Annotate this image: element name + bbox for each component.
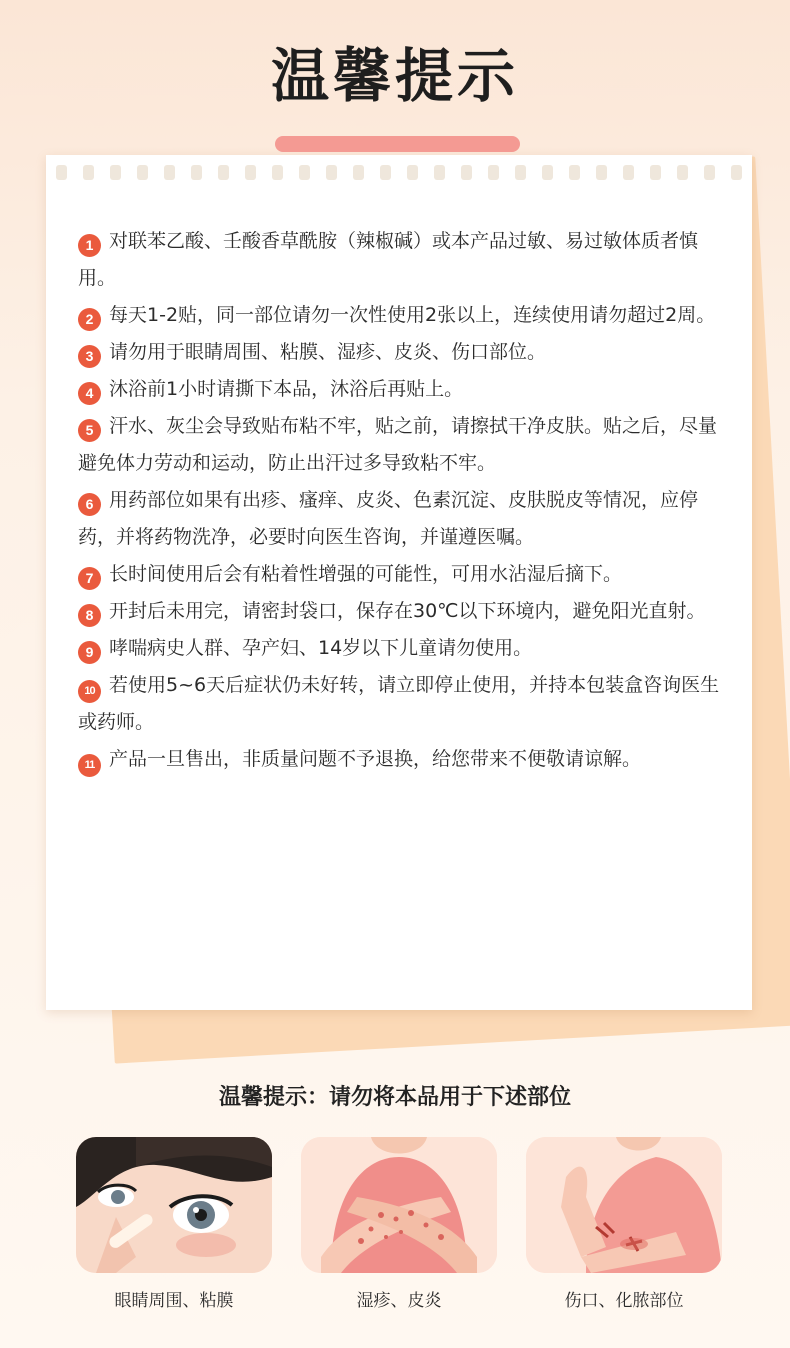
- tip-text: 用药部位如果有出疹、瘙痒、皮炎、色素沉淀、皮肤脱皮等情况，应停药，并将药物洗净，必要时向医生咨询，并谨遵医嘱。: [78, 489, 699, 548]
- warning-title: 温馨提示：请勿将本品用于下述部位: [218, 1085, 571, 1110]
- binding-hole: [110, 165, 121, 180]
- warning-cards: [76, 1137, 722, 1277]
- binding-hole: [353, 165, 364, 180]
- tip-item: [78, 667, 728, 741]
- binding-hole: [569, 165, 580, 180]
- tip-item: [78, 223, 728, 297]
- tip-number-badge: 10: [78, 680, 101, 703]
- binding-hole: [299, 165, 310, 180]
- tip-text: 开封后未用完，请密封袋口，保存在30℃以下环境内，避免阳光直射。: [109, 600, 706, 622]
- tips-list: [78, 223, 728, 778]
- binding-hole: [272, 165, 283, 180]
- tip-number-badge: 3: [78, 345, 101, 368]
- binding-hole: [677, 165, 688, 180]
- tips-card: [46, 155, 752, 1010]
- tip-text: 汗水、灰尘会导致贴布粘不牢，贴之前，请擦拭干净皮肤。贴之后，尽量避免体力劳动和运动，防止出汗过多导致粘不牢。: [78, 415, 718, 474]
- tip-item: [78, 297, 728, 334]
- tip-number-badge: 7: [78, 567, 101, 590]
- tip-item: [78, 482, 728, 556]
- binding-hole: [434, 165, 445, 180]
- binding-hole: [56, 165, 67, 180]
- tip-text: 哮喘病史人群、孕产妇、14岁以下儿童请勿使用。: [109, 637, 533, 659]
- tip-item: [78, 593, 728, 630]
- eczema-card: [301, 1137, 497, 1273]
- eczema-label: 湿疹、皮炎: [356, 1291, 442, 1311]
- binding-hole: [326, 165, 337, 180]
- header: [0, 40, 790, 120]
- binding-hole: [623, 165, 634, 180]
- tip-item: [78, 741, 728, 778]
- tip-text: 每天1-2贴，同一部位请勿一次性使用2张以上，连续使用请勿超过2周。: [109, 304, 716, 326]
- binding-hole: [731, 165, 742, 180]
- tip-text: 长时间使用后会有粘着性增强的可能性，可用水沾湿后摘下。: [109, 563, 623, 585]
- binding-hole: [596, 165, 607, 180]
- binding-hole: [542, 165, 553, 180]
- tip-number-badge: 6: [78, 493, 101, 516]
- binding-hole: [407, 165, 418, 180]
- tip-number-badge: 1: [78, 234, 101, 257]
- tip-number-badge: 2: [78, 308, 101, 331]
- eye-area-card: [76, 1137, 272, 1273]
- tip-text: 产品一旦售出，非质量问题不予退换，给您带来不便敬请谅解。: [109, 748, 642, 770]
- tip-item: [78, 408, 728, 482]
- binding-hole: [461, 165, 472, 180]
- page-title: 温馨提示: [270, 42, 519, 110]
- tip-number-badge: 5: [78, 419, 101, 442]
- tip-text: 请勿用于眼睛周围、粘膜、湿疹、皮炎、伤口部位。: [109, 341, 547, 363]
- binding-hole: [380, 165, 391, 180]
- wound-card: [526, 1137, 722, 1273]
- tip-text: 沐浴前1小时请撕下本品，沐浴后再贴上。: [109, 378, 464, 400]
- binding-hole: [245, 165, 256, 180]
- tip-item: [78, 556, 728, 593]
- binding-hole: [488, 165, 499, 180]
- tip-number-badge: 9: [78, 641, 101, 664]
- tip-item: [78, 371, 728, 408]
- tip-text: 对联苯乙酸、壬酸香草酰胺（辣椒碱）或本产品过敏、易过敏体质者慎用。: [78, 230, 699, 289]
- binding-hole: [218, 165, 229, 180]
- eczema-illustration-icon: [301, 1137, 497, 1273]
- eye-area-illustration-icon: [76, 1137, 272, 1273]
- wound-label: 伤口、化脓部位: [564, 1291, 684, 1311]
- binding-hole: [83, 165, 94, 180]
- binding-hole: [191, 165, 202, 180]
- tip-item: [78, 630, 728, 667]
- tip-number-badge: 8: [78, 604, 101, 627]
- eye-area-label: 眼睛周围、粘膜: [114, 1291, 234, 1311]
- tip-number-badge: 4: [78, 382, 101, 405]
- title-underline: [275, 136, 520, 152]
- tip-number-badge: 11: [78, 754, 101, 777]
- binding-hole: [650, 165, 661, 180]
- binding-hole: [704, 165, 715, 180]
- wound-illustration-icon: [526, 1137, 722, 1273]
- binding-hole: [137, 165, 148, 180]
- tip-text: 若使用5~6天后症状仍未好转，请立即停止使用，并持本包装盒咨询医生或药师。: [78, 674, 720, 733]
- binding-holes: [56, 165, 742, 185]
- binding-hole: [515, 165, 526, 180]
- binding-hole: [164, 165, 175, 180]
- tip-item: [78, 334, 728, 371]
